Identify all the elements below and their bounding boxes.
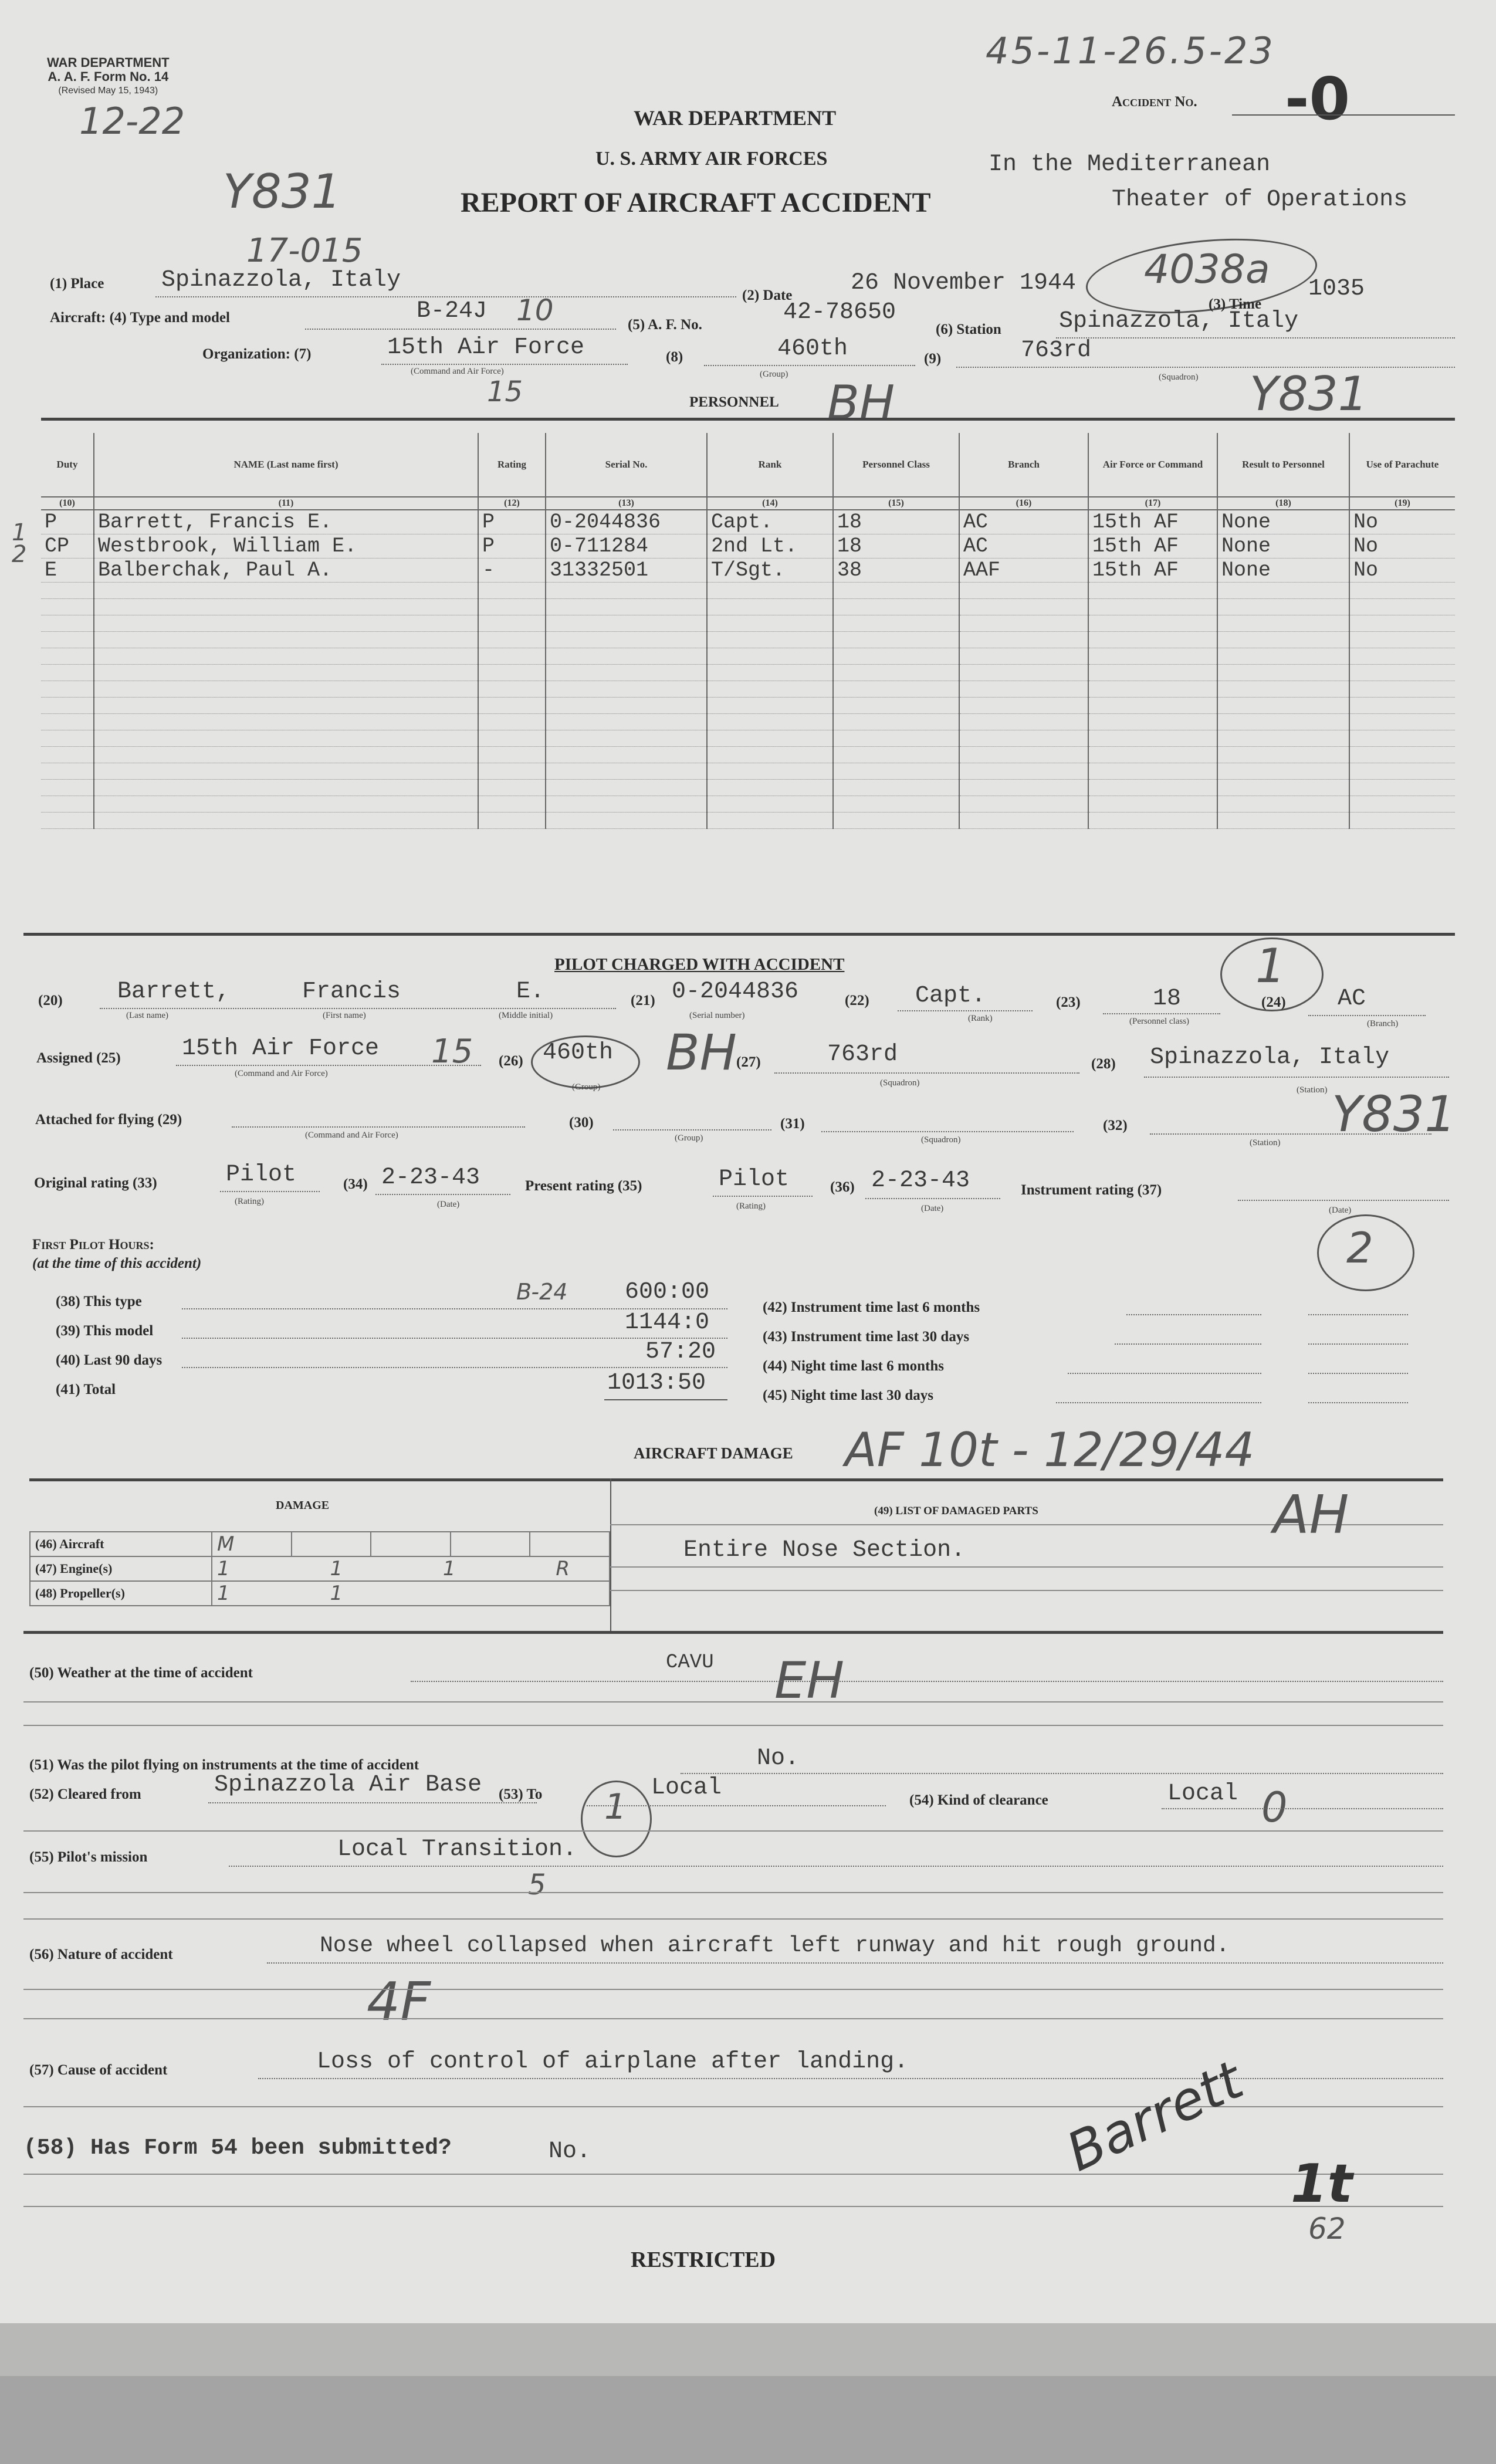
- ruled-4: [23, 1892, 1443, 1893]
- hours-value-40: 57:20: [645, 1339, 716, 1365]
- f27-label: (27): [736, 1054, 761, 1070]
- assigned-label: Assigned (25): [36, 1050, 121, 1066]
- f22-label: (22): [845, 993, 869, 1008]
- type-model-value: B-24J: [417, 298, 488, 324]
- damage-hand: AF 10t - 12/29/44: [845, 1423, 1255, 1477]
- num-13: (13): [546, 497, 707, 510]
- num-10: (10): [41, 497, 94, 510]
- group-value: 460th: [777, 336, 848, 362]
- nature-hand: 4F: [367, 1971, 431, 2033]
- station-line: [1056, 337, 1455, 339]
- header-dept: WAR DEPARTMENT: [634, 106, 837, 130]
- pilot-station: Spinazzola, Italy: [1150, 1044, 1390, 1071]
- sub-date: (Date): [437, 1200, 460, 1209]
- pilot-serial: 0-2044836: [672, 979, 799, 1005]
- crew-rank: T/Sgt.: [707, 559, 833, 583]
- mission-line: [229, 1866, 1443, 1867]
- corner-hand-2: 62: [1308, 2212, 1346, 2246]
- f31-line: [821, 1131, 1074, 1132]
- ruled-3: [23, 1830, 1443, 1832]
- cause-label: (57) Cause of accident: [29, 2062, 168, 2078]
- hours-line-44b: [1308, 1373, 1408, 1374]
- ruled-9: [23, 2174, 1443, 2175]
- f30-label: (30): [569, 1115, 594, 1131]
- weather-hand: EH: [774, 1651, 845, 1710]
- crew-af: 15th AF: [1088, 559, 1217, 583]
- hours-right-43: (43) Instrument time last 30 days: [763, 1329, 970, 1345]
- damage-aircraft-mark: M: [212, 1532, 292, 1556]
- crew-chute: No: [1349, 510, 1455, 534]
- damage-aircraft-label: (46) Aircraft: [30, 1532, 212, 1556]
- damage-bottom-rule: [23, 1631, 1443, 1634]
- hand-y831: Y831: [223, 164, 341, 219]
- sub-group-2: (Group): [675, 1133, 703, 1143]
- af-no-value: 42-78650: [783, 299, 896, 326]
- form-id-line3: (Revised May 15, 1943): [58, 86, 158, 96]
- num-12: (12): [478, 497, 546, 510]
- damage-table: [29, 1531, 617, 1606]
- mission-label: (55) Pilot's mission: [29, 1849, 148, 1865]
- field9-label: (9): [924, 351, 942, 367]
- crew-name: Balberchak, Paul A.: [94, 559, 478, 583]
- accident-no-line: [1232, 114, 1455, 116]
- squadron-line-2: [774, 1072, 1079, 1074]
- sub-rating: (Rating): [235, 1197, 264, 1206]
- squadron-line: [956, 367, 1455, 368]
- sub-group: (Group): [572, 1082, 601, 1092]
- table-row: [41, 599, 1455, 615]
- squadron-sub: (Squadron): [1159, 373, 1199, 382]
- col-af: Air Force or Command: [1088, 433, 1217, 497]
- date-value: 26 November 1944: [851, 270, 1077, 296]
- col-result: Result to Personnel: [1217, 433, 1349, 497]
- pilot-assigned: 15th Air Force: [182, 1035, 380, 1062]
- pilot-class: 18: [1153, 986, 1182, 1012]
- damage-rule: [29, 1478, 1443, 1481]
- clearance-label: (54) Kind of clearance: [909, 1792, 1048, 1808]
- ruled-10: [23, 2206, 1443, 2207]
- instr-rating-label: Instrument rating (37): [1021, 1182, 1162, 1198]
- col-chute: Use of Parachute: [1349, 433, 1455, 497]
- f31-label: (31): [780, 1116, 805, 1132]
- type-line: [305, 329, 616, 330]
- crew-rank: Capt.: [707, 510, 833, 534]
- personnel-table: [41, 433, 1455, 829]
- pilot-branch: AC: [1338, 986, 1366, 1012]
- instr-value: No.: [757, 1745, 800, 1772]
- hours-label-41: (41) Total: [56, 1382, 116, 1397]
- pres-rating: Pilot: [719, 1166, 790, 1193]
- branch-line: [1308, 1015, 1426, 1016]
- accident-no: -0: [1285, 65, 1351, 133]
- parts-value: Entire Nose Section.: [683, 1537, 966, 1563]
- station-value: Spinazzola, Italy: [1059, 308, 1299, 334]
- to-line: [587, 1805, 886, 1806]
- sub-rating-2: (Rating): [736, 1201, 766, 1211]
- table-row: [41, 763, 1455, 780]
- damage-propeller-label: (48) Propeller(s): [30, 1581, 212, 1606]
- sub-station-2: (Station): [1250, 1138, 1281, 1148]
- table-row: [41, 698, 1455, 714]
- crew-duty: CP: [41, 534, 94, 559]
- crew-serial: 31332501: [546, 559, 707, 583]
- sub-branch: (Branch): [1367, 1019, 1399, 1028]
- table-row: [30, 1581, 610, 1606]
- nature-label: (56) Nature of accident: [29, 1947, 173, 1962]
- field8-label: (8): [666, 349, 683, 365]
- table-row: [41, 510, 1455, 534]
- hours-title: First Pilot Hours:: [32, 1237, 154, 1253]
- f36-label: (36): [830, 1179, 855, 1195]
- hours-line-40: [182, 1367, 727, 1368]
- header-title: REPORT OF AIRCRAFT ACCIDENT: [461, 187, 931, 218]
- hours-label-38: (38) This type: [56, 1294, 142, 1309]
- f34-label: (34): [343, 1176, 368, 1192]
- header-agency: U. S. ARMY AIR FORCES: [595, 148, 828, 170]
- num-18: (18): [1217, 497, 1349, 510]
- ruled-2: [23, 1725, 1443, 1726]
- crew-af: 15th AF: [1088, 510, 1217, 534]
- col-rank: Rank: [707, 433, 833, 497]
- place-value: Spinazzola, Italy: [161, 267, 401, 293]
- sub-squadron-2: (Squadron): [921, 1135, 961, 1145]
- pilot-middle: E.: [516, 979, 545, 1005]
- table-row: [41, 632, 1455, 648]
- crew-chute: No: [1349, 534, 1455, 559]
- personnel-bottom-rule: [23, 933, 1455, 936]
- table-row: [41, 583, 1455, 599]
- sub-class: (Personnel class): [1129, 1017, 1190, 1026]
- sub-date-2: (Date): [921, 1204, 944, 1213]
- class-line: [1103, 1013, 1220, 1014]
- hours-line-43b: [1308, 1343, 1408, 1345]
- parts-rule-3: [610, 1590, 1443, 1591]
- attached-label: Attached for flying (29): [35, 1112, 182, 1128]
- crew-result: None: [1217, 559, 1349, 583]
- to-circle-text: 1: [604, 1786, 627, 1827]
- date-hand: 4038a: [1144, 246, 1270, 293]
- cleared-line: [208, 1802, 537, 1803]
- f26-label: (26): [499, 1053, 523, 1069]
- num-11: (11): [94, 497, 478, 510]
- crew-duty: E: [41, 559, 94, 583]
- instr-rating-line: [1238, 1200, 1449, 1201]
- hours-right-45: (45) Night time last 30 days: [763, 1387, 933, 1403]
- damage-engine-label: (47) Engine(s): [30, 1556, 212, 1581]
- parts-hand: AH: [1273, 1484, 1349, 1546]
- hours-line-44: [1068, 1373, 1261, 1374]
- orig-rating-line: [220, 1191, 320, 1192]
- hours-subtitle: (at the time of this accident): [32, 1255, 202, 1271]
- num-15: (15): [833, 497, 959, 510]
- f30-line: [613, 1129, 771, 1131]
- margin-mark-2: 2: [12, 541, 27, 568]
- hours-right-42: (42) Instrument time last 6 months: [763, 1299, 980, 1315]
- hours-label-39: (39) This model: [56, 1323, 154, 1339]
- squad-hand: Y831: [1250, 367, 1368, 421]
- theater-line2: Theater of Operations: [1112, 187, 1408, 213]
- sub-squadron: (Squadron): [880, 1078, 920, 1088]
- f28-label: (28): [1091, 1056, 1116, 1072]
- orig-rating: Pilot: [226, 1162, 297, 1188]
- table-row: [41, 747, 1455, 763]
- clearance-line: [1162, 1808, 1443, 1809]
- f24-label: (24): [1261, 994, 1286, 1010]
- mission-hand: 5: [528, 1869, 546, 1901]
- weather-line: [411, 1681, 1443, 1682]
- form54-answer: No.: [549, 2138, 591, 2165]
- f32-label: (32): [1103, 1118, 1128, 1133]
- place-label: (1) Place: [50, 276, 104, 292]
- f20-label: (20): [38, 993, 63, 1008]
- table-row: [41, 780, 1455, 796]
- crew-rank: 2nd Lt.: [707, 534, 833, 559]
- damage-engine-mark: 1 1 1 R: [212, 1556, 610, 1581]
- time-value: 1035: [1308, 276, 1365, 302]
- col-branch: Branch: [959, 433, 1088, 497]
- cleared-from: Spinazzola Air Base: [214, 1772, 482, 1798]
- personnel-title: PERSONNEL: [689, 394, 779, 410]
- orig-date-line: [375, 1194, 510, 1195]
- margin-mark-1: 1: [12, 519, 27, 546]
- crew-duty: P: [41, 510, 94, 534]
- nature-line: [267, 1962, 1443, 1964]
- num-19: (19): [1349, 497, 1455, 510]
- crew-serial: 0-2044836: [546, 510, 707, 534]
- group-line: [704, 365, 915, 366]
- pilot-title: PILOT CHARGED WITH ACCIDENT: [554, 955, 845, 974]
- crew-chute: No: [1349, 559, 1455, 583]
- table-row: [30, 1556, 610, 1581]
- pilot-rank: Capt.: [915, 983, 986, 1009]
- type-hand: 10: [516, 293, 554, 327]
- station-label: (6) Station: [936, 321, 1001, 337]
- table-row: [41, 681, 1455, 698]
- crew-branch: AC: [959, 534, 1088, 559]
- place-line: [155, 296, 736, 297]
- weather-label: (50) Weather at the time of accident: [29, 1665, 253, 1681]
- assigned-hand: 15: [431, 1033, 473, 1071]
- table-row: [41, 615, 1455, 632]
- sub-first: (First name): [323, 1011, 366, 1020]
- pres-rating-label: Present rating (35): [525, 1178, 642, 1194]
- f21-label: (21): [631, 993, 655, 1008]
- form-id-handwritten: 12-22: [79, 100, 185, 143]
- damage-divider: [610, 1478, 611, 1631]
- sub-serial: (Serial number): [689, 1011, 745, 1020]
- num-16: (16): [959, 497, 1088, 510]
- hours-line-45b: [1308, 1402, 1408, 1403]
- personnel-hand: BH: [827, 375, 895, 430]
- pilot-first: Francis: [302, 979, 401, 1005]
- personnel-rule: [41, 418, 1455, 421]
- sub-cmd-2: (Command and Air Force): [305, 1131, 398, 1140]
- form-id-line2: A. A. F. Form No. 14: [48, 69, 169, 84]
- table-row: [41, 648, 1455, 665]
- squadron-value: 763rd: [1021, 337, 1092, 364]
- parts-label: (49) LIST OF DAMAGED PARTS: [874, 1505, 1038, 1517]
- hours-value-38: 600:00: [625, 1279, 710, 1305]
- table-row: [41, 665, 1455, 681]
- pres-date-line: [865, 1198, 1000, 1199]
- org-hand: 15: [487, 375, 523, 408]
- col-rating: Rating: [478, 433, 546, 497]
- pres-rating-line: [713, 1196, 813, 1197]
- col-class: Personnel Class: [833, 433, 959, 497]
- sheet-bottom-edge: [0, 2323, 1496, 2376]
- orig-date: 2-23-43: [381, 1165, 480, 1191]
- af-no-label: (5) A. F. No.: [628, 317, 702, 333]
- pilot-circle-2-text: 2: [1346, 1223, 1373, 1272]
- crew-name: Barrett, Francis E.: [94, 510, 478, 534]
- damage-table-title: DAMAGE: [276, 1499, 330, 1512]
- table-row: [41, 559, 1455, 583]
- pilot-name-line: [100, 1008, 616, 1009]
- cause-line: [258, 2078, 1443, 2079]
- table-row: [41, 813, 1455, 829]
- clearance-value: Local: [1167, 1781, 1238, 1807]
- ruled-6: [23, 1989, 1443, 1990]
- pres-date: 2-23-43: [871, 1167, 970, 1194]
- sub-rank: (Rank): [968, 1014, 993, 1023]
- hours-right-44: (44) Night time last 6 months: [763, 1358, 945, 1374]
- ruled-7: [23, 2018, 1443, 2019]
- hours-type-hand: B-24: [516, 1279, 568, 1305]
- crew-rating: P: [478, 534, 546, 559]
- accident-no-label: Accident No.: [1112, 94, 1197, 110]
- hours-total-line: [604, 1399, 727, 1400]
- crew-class: 38: [833, 559, 959, 583]
- ruled-1: [23, 1701, 1443, 1703]
- personnel-number-row: [41, 497, 1455, 510]
- instr-label: (51) Was the pilot flying on instruments at the time of accident: [29, 1757, 419, 1773]
- ruled-5: [23, 1918, 1443, 1920]
- org-label: Organization: (7): [202, 346, 312, 362]
- pilot-circle-1-text: 1: [1255, 939, 1285, 993]
- group-hand: BH: [666, 1024, 737, 1081]
- weather-value: CAVU: [666, 1651, 714, 1674]
- crew-class: 18: [833, 534, 959, 559]
- assigned-line: [176, 1065, 481, 1066]
- clearance-hand: 0: [1261, 1783, 1288, 1832]
- to-label: (53) To: [499, 1786, 543, 1802]
- attached-hand: Y831: [1332, 1085, 1456, 1143]
- crew-rating: P: [478, 510, 546, 534]
- table-row: [41, 796, 1455, 813]
- col-duty: Duty: [41, 433, 94, 497]
- pilot-group: 460th: [543, 1040, 614, 1066]
- hours-line-43: [1115, 1343, 1261, 1345]
- nature-value: Nose wheel collapsed when aircraft left runway and hit rough ground.: [320, 1933, 1230, 1958]
- corner-hand: 1t: [1291, 2153, 1353, 2215]
- org-value: 15th Air Force: [387, 334, 585, 361]
- sub-station: (Station): [1297, 1085, 1328, 1095]
- f23-label: (23): [1056, 994, 1081, 1010]
- time-label: (3) Time: [1209, 296, 1262, 312]
- pilot-squadron: 763rd: [827, 1041, 898, 1068]
- pilot-last: Barrett,: [117, 979, 231, 1005]
- station-line-2: [1144, 1077, 1449, 1078]
- signature: Barrett: [1057, 2049, 1253, 2184]
- cause-value: Loss of control of airplane after landing.: [317, 2049, 909, 2075]
- hours-value-41: 1013:50: [607, 1370, 706, 1396]
- hours-line-45: [1056, 1402, 1261, 1403]
- crew-result: None: [1217, 534, 1349, 559]
- table-row: [30, 1532, 610, 1556]
- hand-mark1: 17-015: [246, 232, 363, 270]
- date-label: (2) Date: [742, 287, 793, 303]
- num-17: (17): [1088, 497, 1217, 510]
- table-row: [41, 534, 1455, 559]
- crew-result: None: [1217, 510, 1349, 534]
- rank-line: [898, 1010, 1033, 1011]
- damage-title: AIRCRAFT DAMAGE: [634, 1444, 793, 1462]
- num-14: (14): [707, 497, 833, 510]
- sub-middle: (Middle initial): [499, 1011, 553, 1020]
- table-row: [41, 730, 1455, 747]
- form-id-block: [47, 56, 170, 98]
- col-name: NAME (Last name first): [94, 433, 478, 497]
- hours-label-40: (40) Last 90 days: [56, 1352, 163, 1368]
- footer-restricted: RESTRICTED: [631, 2248, 776, 2272]
- crew-branch: AAF: [959, 559, 1088, 583]
- ref-handwritten: 45-11-26.5-23: [986, 29, 1275, 72]
- org-line: [381, 364, 628, 365]
- col-serial: Serial No.: [546, 433, 707, 497]
- sub-cmd: (Command and Air Force): [235, 1069, 328, 1078]
- attached-line: [232, 1126, 525, 1128]
- form-id-line1: WAR DEPARTMENT: [47, 55, 170, 70]
- cleared-label: (52) Cleared from: [29, 1786, 141, 1802]
- form54-label: (58) Has Form 54 been submitted?: [23, 2135, 452, 2161]
- mission-value: Local Transition.: [337, 1836, 577, 1863]
- table-row: [41, 714, 1455, 730]
- sub-date-3: (Date): [1329, 1206, 1352, 1215]
- damage-propeller-mark: 1 1: [212, 1581, 610, 1606]
- orig-rating-label: Original rating (33): [34, 1175, 157, 1191]
- to-value: Local: [651, 1775, 722, 1801]
- org-sub: (Command and Air Force): [411, 367, 504, 376]
- parts-rule-2: [610, 1566, 1443, 1568]
- crew-serial: 0-711284: [546, 534, 707, 559]
- group-sub: (Group): [760, 370, 788, 379]
- sub-last: (Last name): [126, 1011, 169, 1020]
- crew-rating: -: [478, 559, 546, 583]
- personnel-header-row: [41, 433, 1455, 497]
- hours-value-39: 1144:0: [625, 1309, 710, 1336]
- crew-af: 15th AF: [1088, 534, 1217, 559]
- hours-line-42b: [1308, 1314, 1408, 1315]
- crew-class: 18: [833, 510, 959, 534]
- crew-branch: AC: [959, 510, 1088, 534]
- aircraft-label: Aircraft: (4) Type and model: [50, 310, 230, 326]
- instr-line: [681, 1773, 1443, 1774]
- hours-line-42: [1126, 1314, 1261, 1315]
- crew-name: Westbrook, William E.: [94, 534, 478, 559]
- theater-line1: In the Mediterranean: [989, 151, 1271, 178]
